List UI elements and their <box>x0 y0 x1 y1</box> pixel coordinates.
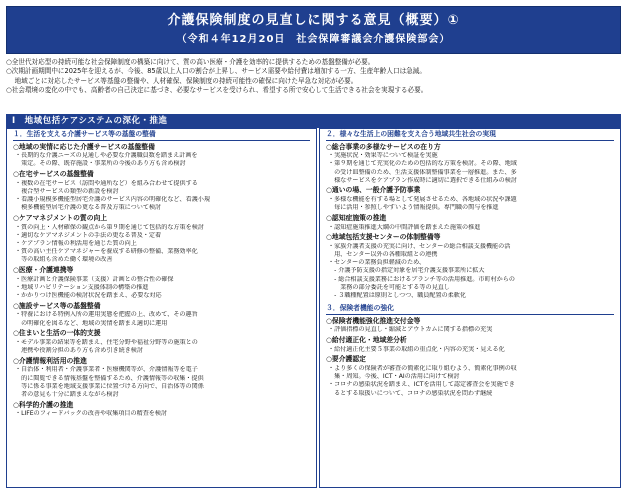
item-line: ・自治体・利用者・介護事業者・医療機関等が、介護情報等を電子 <box>15 366 198 374</box>
item-line: るとする取扱いについて、コロナの感染状況を問わず継続 <box>328 389 493 397</box>
item-group-title: ○地域包括支援センターの体制整備等 <box>326 233 441 242</box>
item-group-title: ○給付適正化・地域差分析 <box>326 336 407 345</box>
item-line: 策定。その際、既存施設・事業所の今後のあり方も含め検討 <box>15 160 186 168</box>
item-line: 連携や役割分担のあり方も含め引き続き検討 <box>15 347 143 355</box>
item-group <box>320 317 620 335</box>
page-subtitle: （令和４年12月20日 社会保障審議会介護保険部会） <box>176 34 451 45</box>
item-group <box>7 302 316 328</box>
item-group <box>7 401 316 419</box>
item-group-title: ○通いの場、一般介護予防事業 <box>326 186 421 195</box>
item-group <box>320 336 620 354</box>
item-group-title: ○介護情報利活用の推進 <box>13 356 87 365</box>
item-group-title: ○科学的介護の推進 <box>13 400 74 409</box>
item-group <box>7 143 316 169</box>
item-line: ・ケアプラン情報の利活用を通じた質の向上 <box>15 239 137 247</box>
item-line: ・適切なケアマネジメントの手法の更なる普及・定着 <box>15 231 162 239</box>
right-column-heading-1: ２．様々な生活上の困難を支え合う地域共生社会の実現 <box>326 129 614 141</box>
item-group <box>320 355 620 397</box>
item-group <box>7 329 316 355</box>
item-line: ・地域リハビリテーション支援体制の構築の推進 <box>15 283 149 291</box>
item-line: ・特養における特例入所の運用実態を把握の上、改めて、その趣旨 <box>15 311 198 319</box>
item-group <box>7 266 316 300</box>
intro-line: 地域ごとに対応したサービス等基盤の整備や、人材確保、保険制度の持続可能性の確保に向けた早急な対応が必要。 <box>8 76 358 85</box>
item-group <box>7 214 316 265</box>
item-line: ・より多くの保険者が審査の簡素化に取り組むよう、簡素化事例の収 <box>328 364 517 372</box>
item-line: 毎に活用・参照しやすいよう情報提供。専門職の関与を推進 <box>328 204 499 212</box>
item-line: 複合型サービスの類型の新設を検討 <box>15 187 119 195</box>
item-line: 用、センター以外の各種取組との連携 <box>328 251 438 258</box>
item-line: ・LIFEのフィードバックの改善や収集項目の精査を検討 <box>15 410 168 418</box>
item-group-title: ○住まいと生活の一体的支援 <box>13 329 101 338</box>
item-line: の明確化を図るなど、地域の実情を踏まえ適切に運用 <box>15 319 168 327</box>
item-line: 者の意見も十分に踏まえながら検討 <box>15 390 119 398</box>
item-line: ・実施状況・効果等について検証を実施 <box>328 152 438 160</box>
item-line: ・モデル事業の結果等を踏まえ、住宅分野や福祉分野等の施策との <box>15 338 198 346</box>
item-line: ・質の向上・人材確保の観点から第９期を通じて包括的な方策を検討 <box>15 223 204 231</box>
item-group-title: ○認知症施策の推進 <box>326 213 387 222</box>
item-line: ・コロナの感染状況を踏まえ、ICTを活用して認定審査会を実施でき <box>328 381 515 389</box>
item-line: ・第９期を通じて充実化のための包括的な方策を検討。その際、地域 <box>328 160 517 168</box>
right-column-heading-2: ３．保険者機能の強化 <box>326 303 614 315</box>
intro-line: ○社会環境の変化の中でも、高齢者の自己決定に基づき、必要なサービスを受けられ、希望する所で安心して生活できる社会を実現する必要。 <box>6 86 428 95</box>
item-line: の受け皿整備のため、生活支援体制整備事業を一層推進。また、多 <box>328 168 517 176</box>
item-line: 集・周知。今後、ICT・AIの活用に向けて検討 <box>328 373 460 381</box>
item-group-title: ○在宅サービスの基盤整備 <box>13 170 94 178</box>
item-group <box>320 214 620 232</box>
item-line: - 介護予防支援の指定対象を居宅介護支援事業所に拡大 <box>328 267 485 275</box>
intro-block <box>6 58 621 96</box>
item-group <box>320 186 620 212</box>
item-line: ・長期的な介護ニーズの見通しや必要な介護職員数を踏まえ計画を <box>15 152 198 160</box>
item-line: ・給付適正化主要５事業の取組の重点化・内容の充実・見える化 <box>328 345 505 353</box>
item-line: - 総合相談支援業務におけるブランチ等の活用推進。市町村からの <box>328 275 515 283</box>
item-group-title: ○施設サービス等の基盤整備 <box>13 301 101 310</box>
left-column <box>6 128 317 488</box>
item-group <box>320 143 620 185</box>
item-group-title: ○保険者機能強化推進交付金等 <box>326 316 421 325</box>
item-line: ・複数の在宅サービス（訪問や通所など）を組み合わせて提供する <box>15 179 198 187</box>
item-group <box>7 170 316 212</box>
right-column <box>319 128 621 488</box>
item-group-title: ○要介護認定 <box>326 355 366 364</box>
left-column-heading: １．生活を支える介護サービス等の基盤の整備 <box>13 129 310 141</box>
item-line: ・多様な機能を有する場として発展させるため、各地域の状況や課題 <box>328 196 517 203</box>
item-group <box>7 357 316 399</box>
item-line: ・家族介護者支援の充実に向け、センターの総合相談支援機能の活 <box>328 242 511 250</box>
item-line: ・質の高い主任ケアマネジャーを養成する研修の整備、業務効率化 <box>15 248 198 256</box>
page-title: 介護保険制度の見直しに関する意見（概要）① <box>167 13 460 28</box>
section-heading: Ⅰ 地域包括ケアシステムの深化・推進 <box>6 114 621 128</box>
item-group-title: ○ケアマネジメントの質の向上 <box>13 213 108 222</box>
item-line: ・看護小規模多機能型居宅介護のサービス内容の明確化など、看護小規 <box>15 196 210 203</box>
item-group-title: ○地域の実情に応じた介護サービスの基盤整備 <box>13 142 155 151</box>
item-line: ・認知症施策推進大綱の中間評価を踏まえた施策の推進 <box>328 223 481 231</box>
item-line: 様なサービスをケアプラン作成時に適切に選択できる仕組みの検討 <box>328 176 517 184</box>
item-line: ・センターの業務負担軽減のため、 <box>328 259 426 267</box>
item-line: ・医療計画と介護保険事業（支援）計画との整合性の確保 <box>15 275 174 283</box>
intro-line: ○全世代対応型の持続可能な社会保障制度の構築に向けて、質の高い医療・介護を効率的に提供するための基盤整備が必要。 <box>6 58 375 66</box>
item-line: ・かかりつけ医機能の検討状況を踏まえ、必要な対応 <box>15 292 162 300</box>
item-line: - ３職種配置は原則としつつ、職員配置の柔軟化 <box>328 292 466 300</box>
item-group-title: ○総合事業の多様なサービスの在り方 <box>326 142 441 151</box>
item-line: 模多機能型居宅介護の更なる普及方策について検討 <box>15 204 162 212</box>
title-banner <box>6 6 621 54</box>
intro-line: ○次期計画期間中に2025年を迎えるが、今後、85歳以上人口の割合が上昇し、サービス需要や給付費は増加する一方、生産年齢人口は急減。 <box>6 67 426 76</box>
item-line: 的に閲覧できる情報基盤を整備するため、介護情報等の収集・提供 <box>15 374 204 382</box>
item-line: 業務の部分委託を可能とする等の見直し <box>328 283 450 291</box>
item-group-title: ○医療・介護連携等 <box>13 266 74 275</box>
item-line: ・評価指標の見直し・縮減とアウトカムに関する指標の充実 <box>328 326 493 334</box>
item-line: 等の取組も含めた働く環境の改善 <box>15 256 113 264</box>
item-line: 等に係る事業を地域支援事業に位置づける方向で、自治体等の関係 <box>15 382 204 390</box>
item-group <box>320 233 620 300</box>
